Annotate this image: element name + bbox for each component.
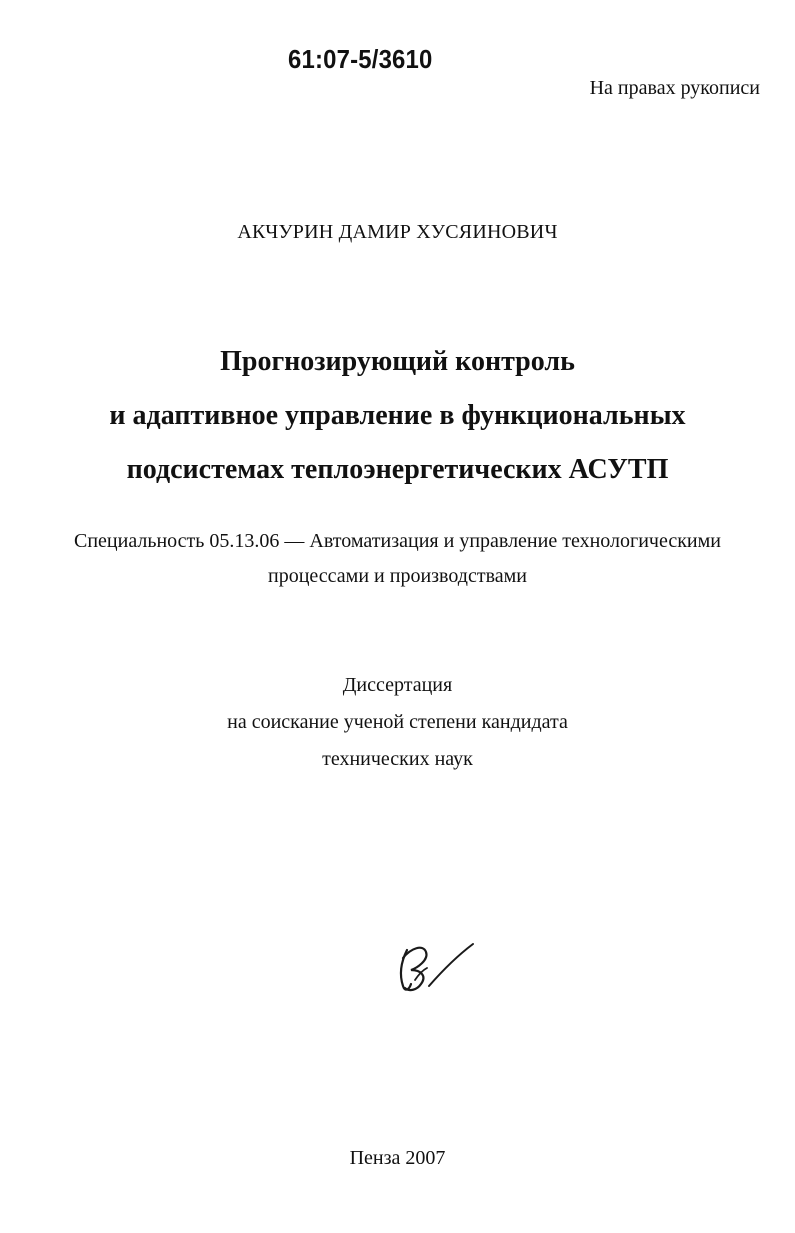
- specialty-line: Специальность 05.13.06 — Автоматизация и управление технологическими: [74, 530, 721, 552]
- degree-line: на соискание ученой степени кандидата: [227, 711, 568, 733]
- specialty-line: процессами и производствами: [268, 565, 527, 587]
- archive-stamp-number: 61:07-5/3610: [288, 44, 433, 74]
- handwritten-signature-icon: [393, 940, 478, 995]
- degree-line: Диссертация: [342, 674, 453, 696]
- manuscript-rights-note: На правах рукописи: [589, 77, 760, 99]
- author-name: АКЧУРИН ДАМИР ХУСЯИНОВИЧ: [237, 221, 558, 243]
- title-line: Прогнозирующий контроль: [220, 346, 575, 377]
- title-line: подсистемах теплоэнергетических АСУТП: [126, 454, 669, 485]
- degree-line: технических наук: [322, 748, 473, 770]
- title-line: и адаптивное управление в функциональных: [109, 400, 686, 431]
- city-year: Пенза 2007: [349, 1147, 446, 1169]
